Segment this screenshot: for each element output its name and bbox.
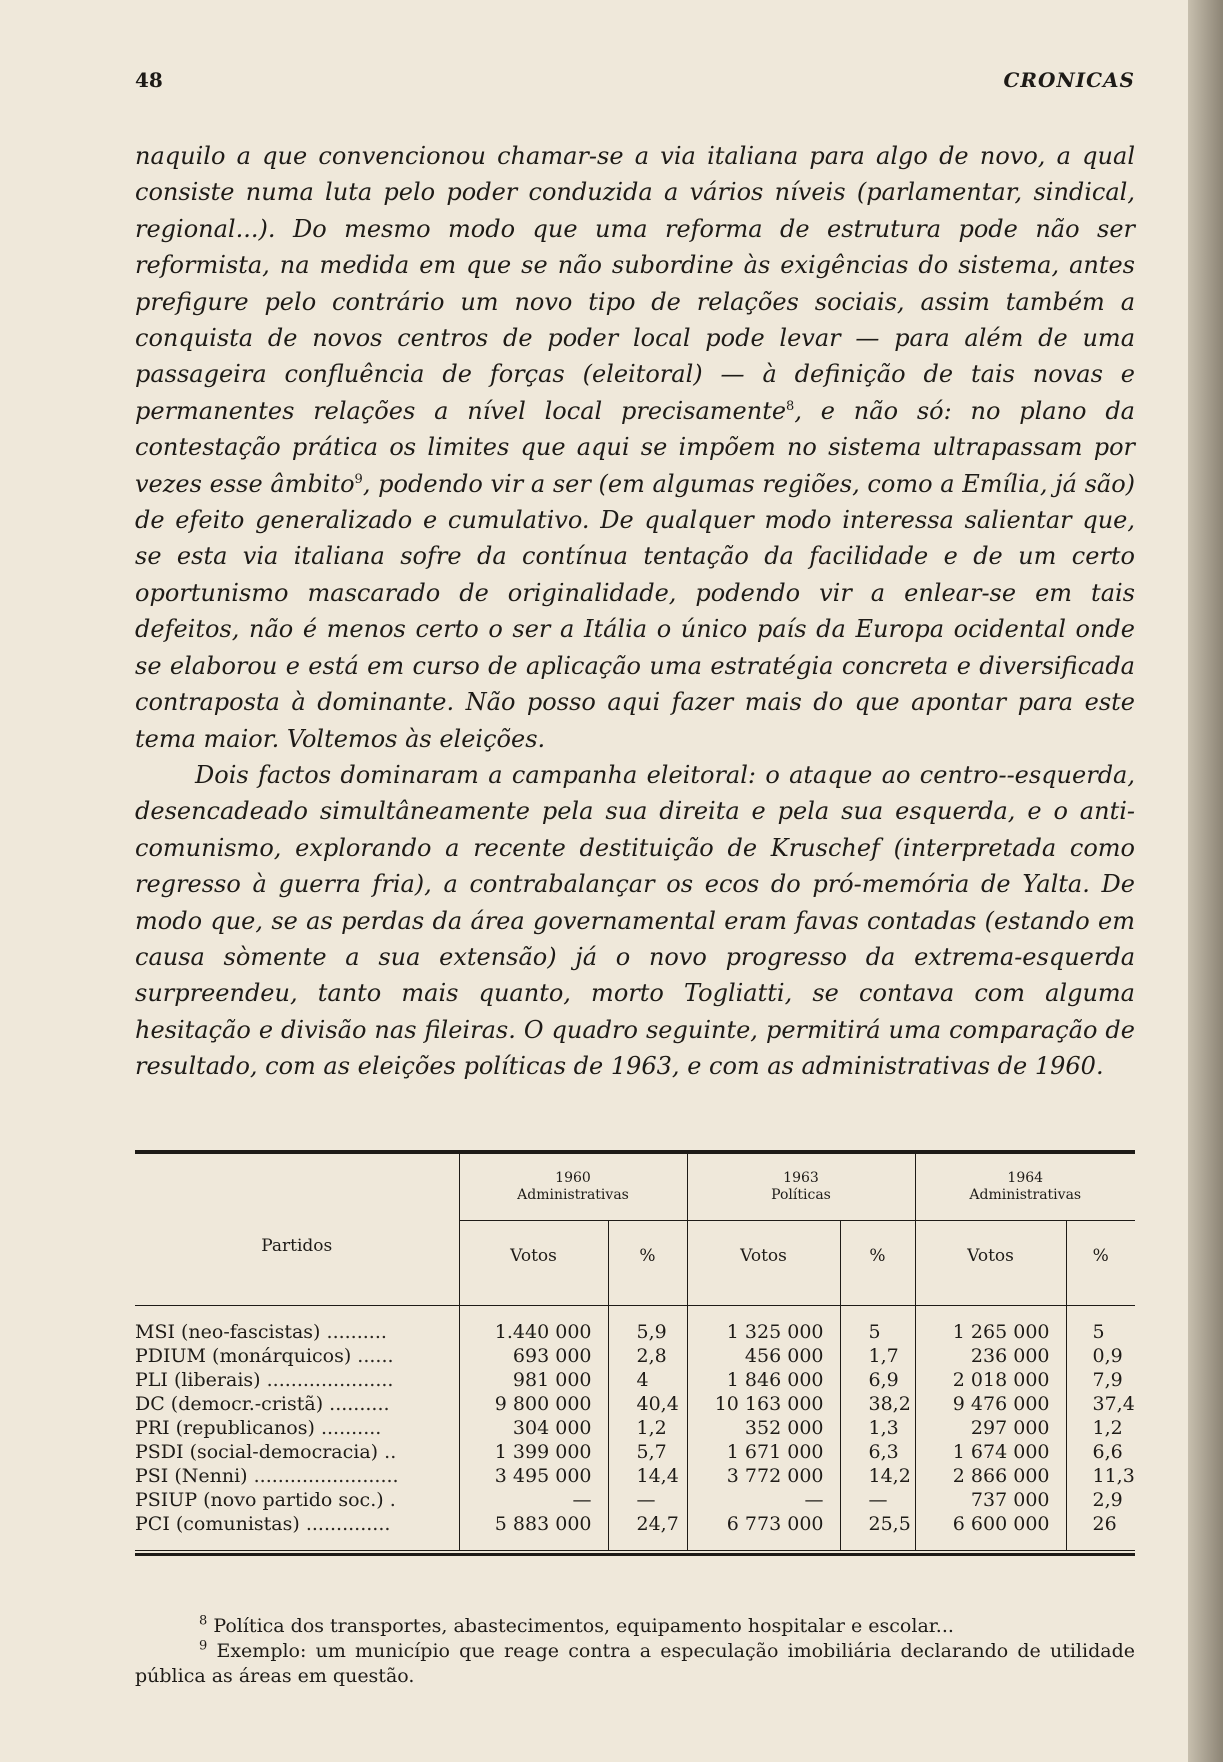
percent-cell: 14,4: [608, 1464, 687, 1488]
votes-cell: 352 000: [687, 1416, 840, 1440]
votes-cell: 1 846 000: [687, 1368, 840, 1392]
page-number: 48: [135, 68, 163, 92]
votos-header-1964: Votos: [915, 1221, 1066, 1292]
pct-header-1960: %: [608, 1221, 687, 1292]
votes-cell: 5 883 000: [459, 1512, 608, 1536]
table-bottom-rule: [135, 1553, 1135, 1556]
table-row: [135, 1344, 1135, 1368]
votos-header-1963: Votos: [687, 1221, 840, 1292]
table-row: [135, 1512, 1135, 1536]
percent-cell: 11,3: [1066, 1464, 1135, 1488]
votes-cell: 9 476 000: [915, 1392, 1066, 1416]
votes-cell: 2 018 000: [915, 1368, 1066, 1392]
votes-cell: 981 000: [459, 1368, 608, 1392]
votes-cell: 1.440 000: [459, 1320, 608, 1344]
percent-cell: 6,3: [840, 1440, 915, 1464]
section-title: CRONICAS: [1003, 68, 1135, 92]
party-name: PSDI (social-democracia) ..: [135, 1441, 397, 1463]
votes-cell: 693 000: [459, 1344, 608, 1368]
party-name: PRI (republicanos) ..........: [135, 1417, 382, 1439]
votes-cell: 9 800 000: [459, 1392, 608, 1416]
votes-cell: 1 399 000: [459, 1440, 608, 1464]
votes-cell: —: [459, 1488, 608, 1512]
votes-cell: —: [687, 1488, 840, 1512]
percent-cell: 37,4: [1066, 1392, 1135, 1416]
votes-cell: 236 000: [915, 1344, 1066, 1368]
table-row: [135, 1368, 1135, 1392]
percent-cell: 1,3: [840, 1416, 915, 1440]
running-head: [135, 68, 1135, 98]
pct-header-1963: %: [840, 1221, 915, 1292]
percent-cell: 40,4: [608, 1392, 687, 1416]
votes-cell: 304 000: [459, 1416, 608, 1440]
table-row: [135, 1392, 1135, 1416]
percent-cell: 0,9: [1066, 1344, 1135, 1368]
header-1963: 1963 Políticas: [687, 1154, 915, 1221]
percent-cell: 6,9: [840, 1368, 915, 1392]
paragraph-1: naquilo a que convencionou chamar-se a via italiana para algo de novo, a qual consiste numa luta pelo poder conduzida a vários níveis (parlamentar, sindical, regional...). Do mesmo modo que uma reforma de estrutura pode não ser reformista, na medida em que se não subordine às exigências do sistema, antes prefigure pelo contrário um novo tipo de relações sociais, assim também a conquista de novos centros de poder local pode levar — para além de uma passageira confluência de forças (eleitoral) — à definição de tais novas e permanentes relações a nível local precisamente$^8$, e não só: no plano da contestação prática os limites que aqui se impõem no sistema ultrapassam por vezes esse âmbito$^9$, podendo vir a ser (em algumas regiões, como a Emília, já são) de efeito generalizado e cumulativo. De qualquer modo interessa salientar que, se esta via italiana sofre da contínua tentação da facilidade e de um certo oportunismo mascarado de originalidade, podendo vir a enlear-se em tais defeitos, não é menos certo o ser a Itália o único país da Europa ocidental onde se elaborou e está em curso de aplicação uma estratégia concreta e diversificada contraposta à dominante. Não posso aqui fazer mais do que apontar para este tema maior. Voltemos às eleições.: [135, 142, 1136, 753]
partidos-header: Partidos: [261, 1235, 333, 1256]
page-edge-shadow: [1188, 0, 1223, 1762]
percent-cell: —: [608, 1488, 687, 1512]
party-name: MSI (neo-fascistas) ..........: [135, 1321, 387, 1343]
votes-cell: 2 866 000: [915, 1464, 1066, 1488]
percent-cell: 7,9: [1066, 1368, 1135, 1392]
votes-cell: 1 325 000: [687, 1320, 840, 1344]
percent-cell: —: [840, 1488, 915, 1512]
percent-cell: 4: [608, 1368, 687, 1392]
percent-cell: 1,2: [608, 1416, 687, 1440]
paragraph-2: Dois factos dominaram a campanha eleitoral: o ataque ao centro--esquerda, desencadeado simultâneamente pela sua direita e pela sua esquerda, e o anti-comunismo, explorando a recente destituição de Kruschef (interpretada como regresso à guerra fria), a contrabalançar os ecos do pró-memória de Yalta. De modo que, se as perdas da área governamental eram favas contadas (estando em causa sòmente a sua extensão) já o novo progresso da extrema-esquerda surpreendeu, tanto mais quanto, morto Togliatti, se contava com alguma hesitação e divisão nas fileiras. O quadro seguinte, permitirá uma comparação de resultado, com as eleições políticas de 1963, e com as administrativas de 1960.: [135, 760, 1135, 1081]
votes-cell: 1 674 000: [915, 1440, 1066, 1464]
percent-cell: 6,6: [1066, 1440, 1135, 1464]
header-1960: 1960 Administrativas: [459, 1154, 687, 1221]
percent-cell: 26: [1066, 1512, 1135, 1536]
percent-cell: 5,7: [608, 1440, 687, 1464]
votes-cell: 456 000: [687, 1344, 840, 1368]
party-name: DC (democr.-cristã) ..........: [135, 1393, 390, 1415]
pct-header-1964: %: [1066, 1221, 1135, 1292]
votos-header-1960: Votos: [459, 1221, 608, 1292]
votes-cell: 1 265 000: [915, 1320, 1066, 1344]
percent-cell: 2,8: [608, 1344, 687, 1368]
table-row: [135, 1440, 1135, 1464]
percent-cell: 24,7: [608, 1512, 687, 1536]
votes-cell: 6 600 000: [915, 1512, 1066, 1536]
table-row: [135, 1488, 1135, 1512]
party-name: PCI (comunistas) ..............: [135, 1513, 391, 1535]
body-text: [135, 138, 1135, 1085]
votes-cell: 737 000: [915, 1488, 1066, 1512]
footnote-ref-9[interactable]: 9: [354, 471, 363, 487]
percent-cell: 2,9: [1066, 1488, 1135, 1512]
footnote-8: $^8$ Política dos transportes, abastecimentos, equipamento hospitalar e escolar...: [199, 1613, 954, 1637]
party-name: PDIUM (monárquicos) ......: [135, 1345, 394, 1367]
votes-cell: 3 772 000: [687, 1464, 840, 1488]
table-row: [135, 1464, 1135, 1488]
percent-cell: 5: [1066, 1320, 1135, 1344]
percent-cell: 14,2: [840, 1464, 915, 1488]
party-name: PSIUP (novo partido soc.) .: [135, 1489, 396, 1511]
percent-cell: 38,2: [840, 1392, 915, 1416]
party-name: PLI (liberais) .....................: [135, 1369, 394, 1391]
table-body: [135, 1320, 1135, 1536]
percent-cell: 1,7: [840, 1344, 915, 1368]
footnote-9: $^9$ Exemplo: um município que reage contra a especulação imobiliária declarando de utilidade pública as áreas em questão.: [135, 1638, 1135, 1687]
header-1964: 1964 Administrativas: [915, 1154, 1135, 1221]
party-name: PSI (Nenni) ........................: [135, 1465, 399, 1487]
percent-cell: 1,2: [1066, 1416, 1135, 1440]
votes-cell: 297 000: [915, 1416, 1066, 1440]
election-results-table: [135, 1150, 1135, 1556]
votes-cell: 3 495 000: [459, 1464, 608, 1488]
percent-cell: 25,5: [840, 1512, 915, 1536]
votes-cell: 10 163 000: [687, 1392, 840, 1416]
table-row: [135, 1320, 1135, 1344]
votes-cell: 6 773 000: [687, 1512, 840, 1536]
percent-cell: 5,9: [608, 1320, 687, 1344]
footnotes: [135, 1614, 1135, 1689]
votes-cell: 1 671 000: [687, 1440, 840, 1464]
table-row: [135, 1416, 1135, 1440]
percent-cell: 5: [840, 1320, 915, 1344]
footnote-ref-8[interactable]: 8: [786, 398, 795, 414]
